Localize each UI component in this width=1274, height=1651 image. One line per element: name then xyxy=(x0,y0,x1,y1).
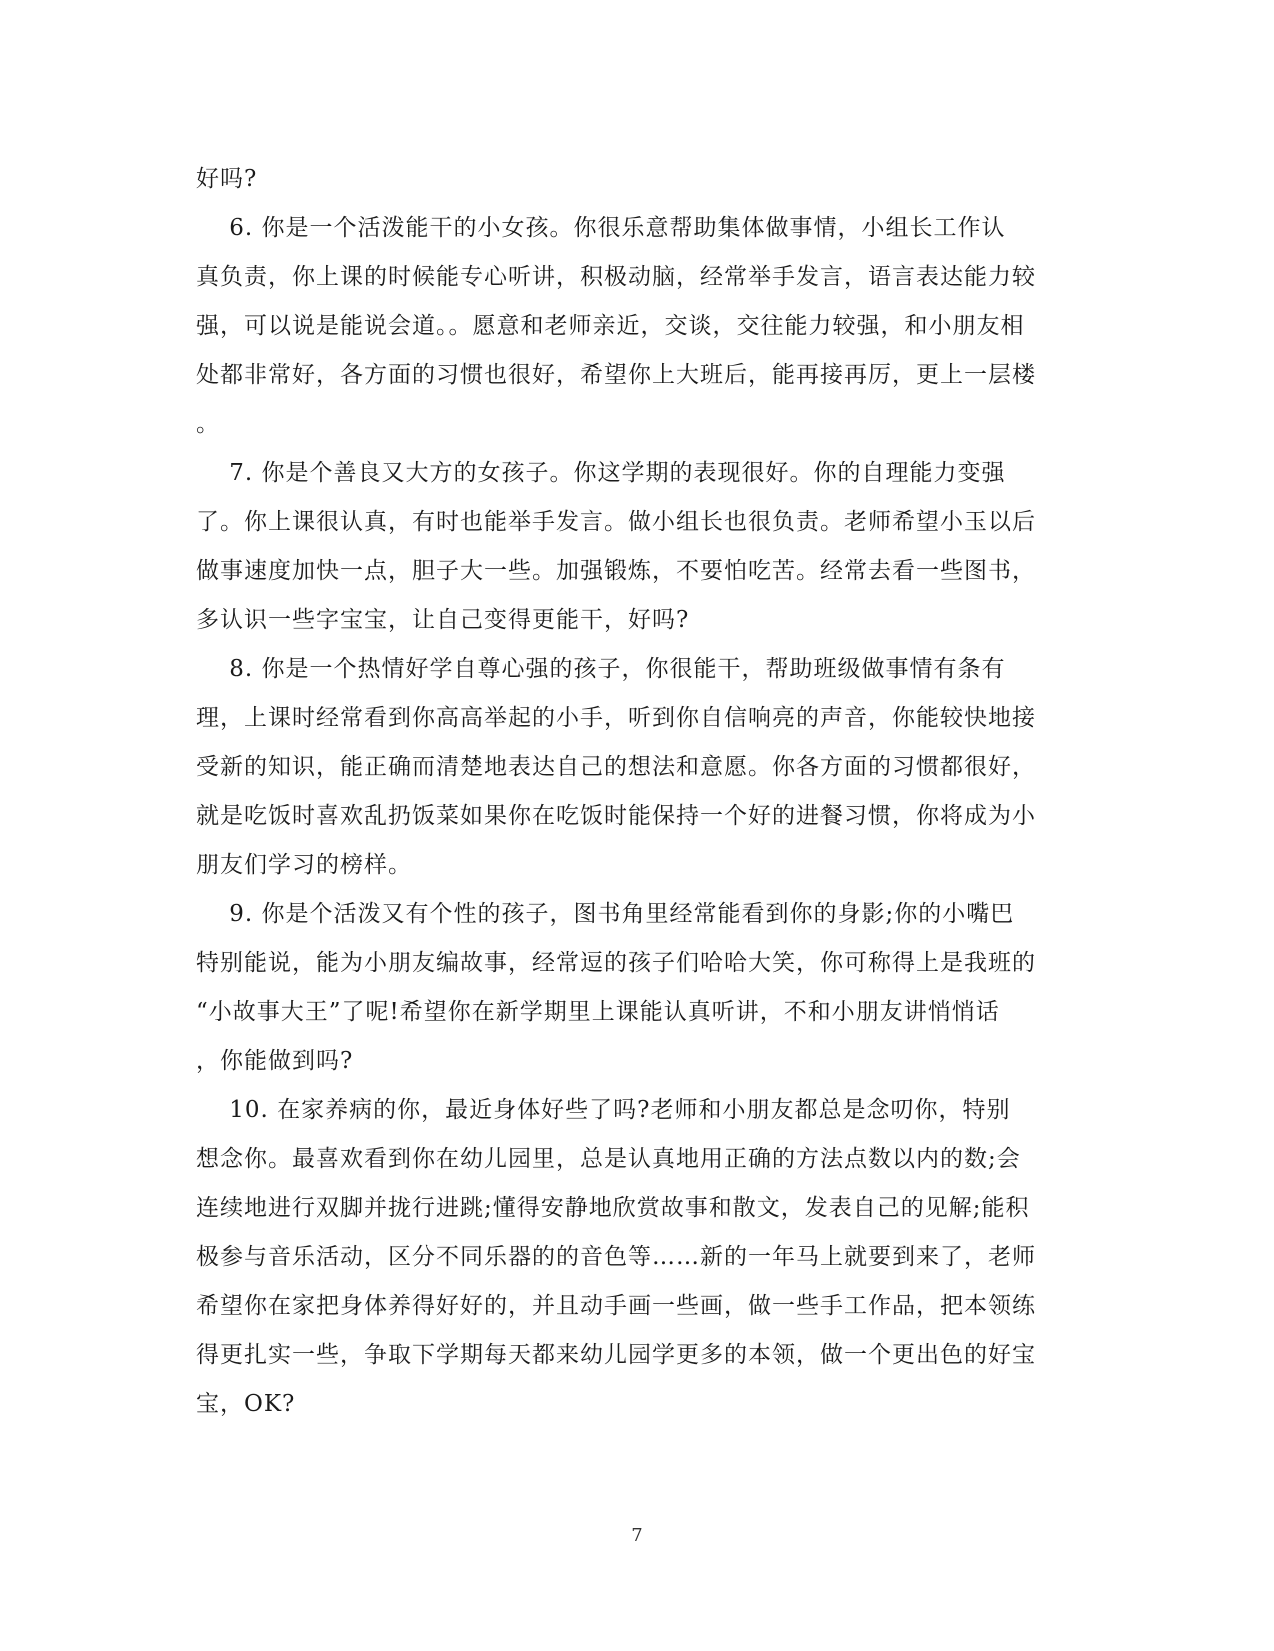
paragraph-10 xyxy=(196,1086,1074,1429)
body-text xyxy=(196,155,1074,1429)
text-line: “小故事大王”了呢!希望你在新学期里上课能认真听讲，不和小朋友讲悄悄话 xyxy=(196,999,1000,1025)
text-line: 就是吃饭时喜欢乱扔饭菜如果你在吃饭时能保持一个好的进餐习惯，你将成为小 xyxy=(196,803,1036,829)
text-line: 连续地进行双脚并拢行进跳;懂得安静地欣赏故事和散文，发表自己的见解;能积 xyxy=(196,1195,1030,1221)
paragraph-p5-tail xyxy=(196,155,1074,204)
text-line: 好吗? xyxy=(196,166,258,192)
text-line: 多认识一些字宝宝，让自己变得更能干，好吗? xyxy=(196,607,690,633)
text-line: 朋友们学习的榜样。 xyxy=(196,852,412,878)
page-number: 7 xyxy=(631,1525,643,1546)
text-line: 10. 在家养病的你，最近身体好些了吗?老师和小朋友都总是念叨你，特别 xyxy=(196,1097,1011,1123)
text-line: 想念你。最喜欢看到你在幼儿园里，总是认真地用正确的方法点数以内的数;会 xyxy=(196,1146,1021,1172)
text-line: 6. 你是一个活泼能干的小女孩。你很乐意帮助集体做事情，小组长工作认 xyxy=(196,215,1006,241)
paragraph-6 xyxy=(196,204,1074,449)
text-line: 希望你在家把身体养得好好的，并且动手画一些画，做一些手工作品，把本领练 xyxy=(196,1293,1036,1319)
paragraph-9 xyxy=(196,890,1074,1086)
text-line: ，你能做到吗? xyxy=(196,1048,354,1074)
text-line: 。 xyxy=(196,411,220,437)
text-line: 9. 你是个活泼又有个性的孩子，图书角里经常能看到你的身影;你的小嘴巴 xyxy=(196,901,1015,927)
text-line: 了。你上课很认真，有时也能举手发言。做小组长也很负责。老师希望小玉以后 xyxy=(196,509,1036,535)
paragraph-7 xyxy=(196,449,1074,645)
text-line: 真负责，你上课的时候能专心听讲，积极动脑，经常举手发言，语言表达能力较 xyxy=(196,264,1036,290)
text-line: 做事速度加快一点，胆子大一些。加强锻炼，不要怕吃苦。经常去看一些图书， xyxy=(196,558,1036,584)
text-line: 处都非常好，各方面的习惯也很好，希望你上大班后，能再接再厉，更上一层楼 xyxy=(196,362,1036,388)
paragraph-8 xyxy=(196,645,1074,890)
text-line: 宝，OK? xyxy=(196,1391,296,1417)
text-line: 7. 你是个善良又大方的女孩子。你这学期的表现很好。你的自理能力变强 xyxy=(196,460,1006,486)
text-line: 强，可以说是能说会道。。愿意和老师亲近，交谈，交往能力较强，和小朋友相 xyxy=(196,313,1025,339)
text-line: 8. 你是一个热情好学自尊心强的孩子，你很能干，帮助班级做事情有条有 xyxy=(196,656,1006,682)
text-line: 受新的知识，能正确而清楚地表达自己的想法和意愿。你各方面的习惯都很好， xyxy=(196,754,1036,780)
text-line: 得更扎实一些，争取下学期每天都来幼儿园学更多的本领，做一个更出色的好宝 xyxy=(196,1342,1036,1368)
text-line: 特别能说，能为小朋友编故事，经常逗的孩子们哈哈大笑，你可称得上是我班的 xyxy=(196,950,1036,976)
text-line: 极参与音乐活动，区分不同乐器的的音色等……新的一年马上就要到来了，老师 xyxy=(196,1244,1036,1270)
text-line: 理，上课时经常看到你高高举起的小手，听到你自信响亮的声音，你能较快地接 xyxy=(196,705,1036,731)
